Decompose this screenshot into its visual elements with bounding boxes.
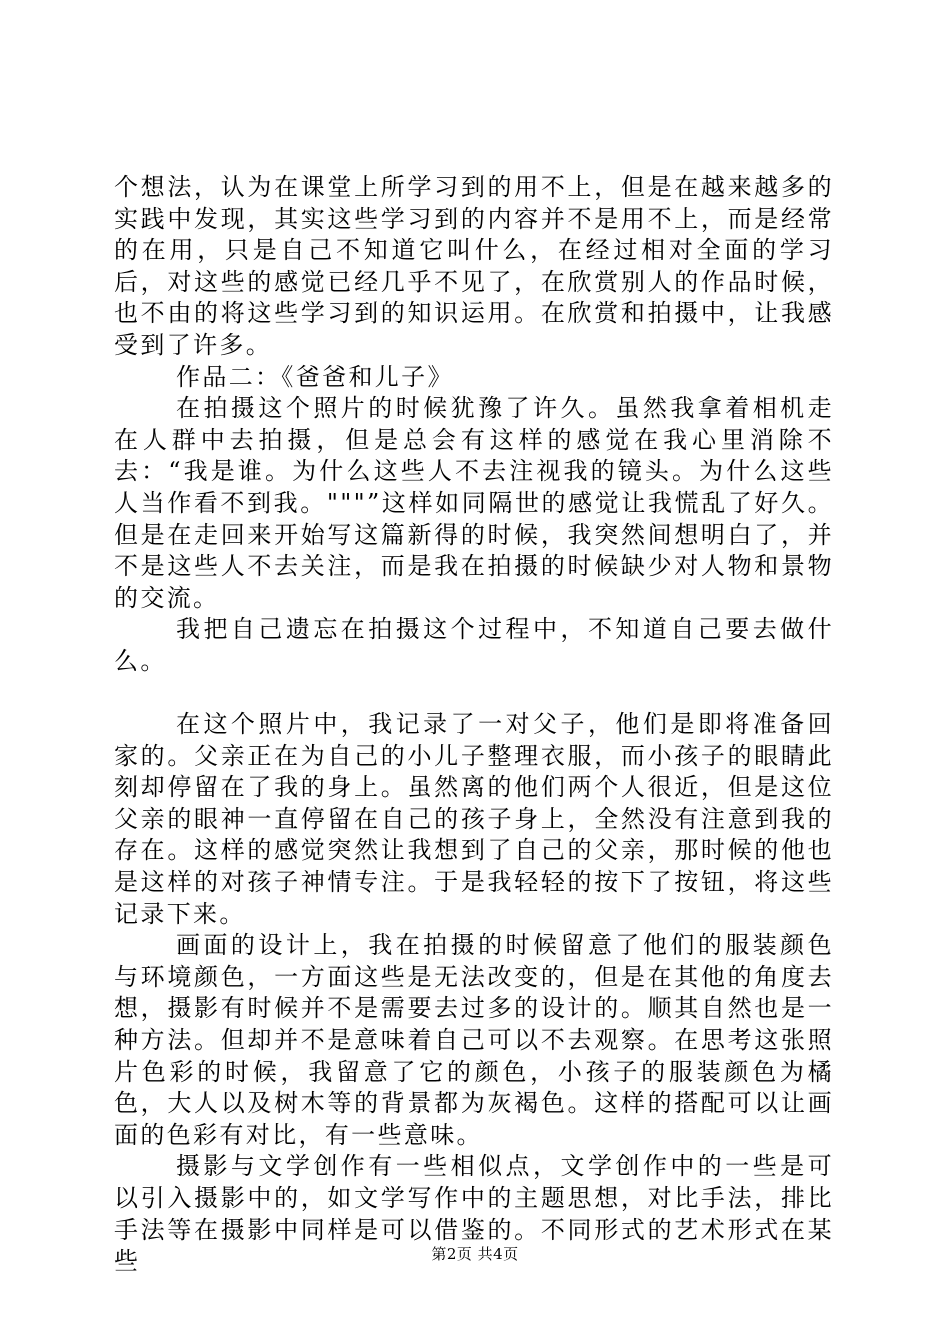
section-heading-work-two: 作品二：《爸爸和儿子》: [176, 362, 454, 391]
paragraph-continued: 个想法，认为在课堂上所学习到的用不上，但是在越来越多的实践中发现，其实这些学习到的内容并不是用不上，而是经常的在用，只是自己不知道它叫什么，在经过相对全面的学习后，对这些的感觉已经几乎不见了，在欣赏别人的作品时候，也不由的将这些学习到的知识运用。在欣赏和拍摄中，让我感受到了许多。: [114, 173, 834, 359]
page-footer: 第2页 共4页: [431, 1245, 519, 1263]
blank-line: [114, 678, 834, 710]
paragraph-literature: 摄影与文学创作有一些相似点，文学创作中的一些是可以引入摄影中的，如文学写作中的主题思想，对比手法，排比手法等在摄影中同样是可以借鉴的。不同形式的艺术形式在某些: [114, 1152, 834, 1276]
body-text: [114, 172, 834, 1278]
paragraph-hesitation: 在拍摄这个照片的时候犹豫了许久。虽然我拿着相机走在人群中去拍摄，但是总会有这样的感觉在我心里消除不去：“我是谁。为什么这些人不去注视我的镜头。为什么这些人当作看不到我。"""”这样如同隔世的感觉让我慌乱了好久。但是在走回来开始写这篇新得的时候，我突然间想明白了，并不是这些人不去关注，而是我在拍摄的时候缺少对人物和景物的交流。: [114, 394, 834, 612]
paragraph-design-colors: 画面的设计上，我在拍摄的时候留意了他们的服装颜色与环境颜色，一方面这些是无法改变的，但是在其他的角度去想，摄影有时候并不是需要去过多的设计的。顺其自然也是一种方法。但却并不是意味着自己可以不去观察。在思考这张照片色彩的时候，我留意了它的颜色，小孩子的服装颜色为橘色，大人以及树木等的背景都为灰褐色。这样的搭配可以让画面的色彩有对比，有一些意味。: [114, 931, 834, 1149]
paragraph-forgot-self: 我把自己遗忘在拍摄这个过程中，不知道自己要去做什么。: [114, 615, 834, 675]
paragraph-father-son: 在这个照片中，我记录了一对父子，他们是即将准备回家的。父亲正在为自己的小儿子整理衣服，而小孩子的眼睛此刻却停留在了我的身上。虽然离的他们两个人很近，但是这位父亲的眼神一直停留在自己的孩子身上，全然没有注意到我的存在。这样的感觉突然让我想到了自己的父亲，那时候的他也是这样的对孩子神情专注。于是我轻轻的按下了按钮，将这些记录下来。: [114, 710, 834, 928]
